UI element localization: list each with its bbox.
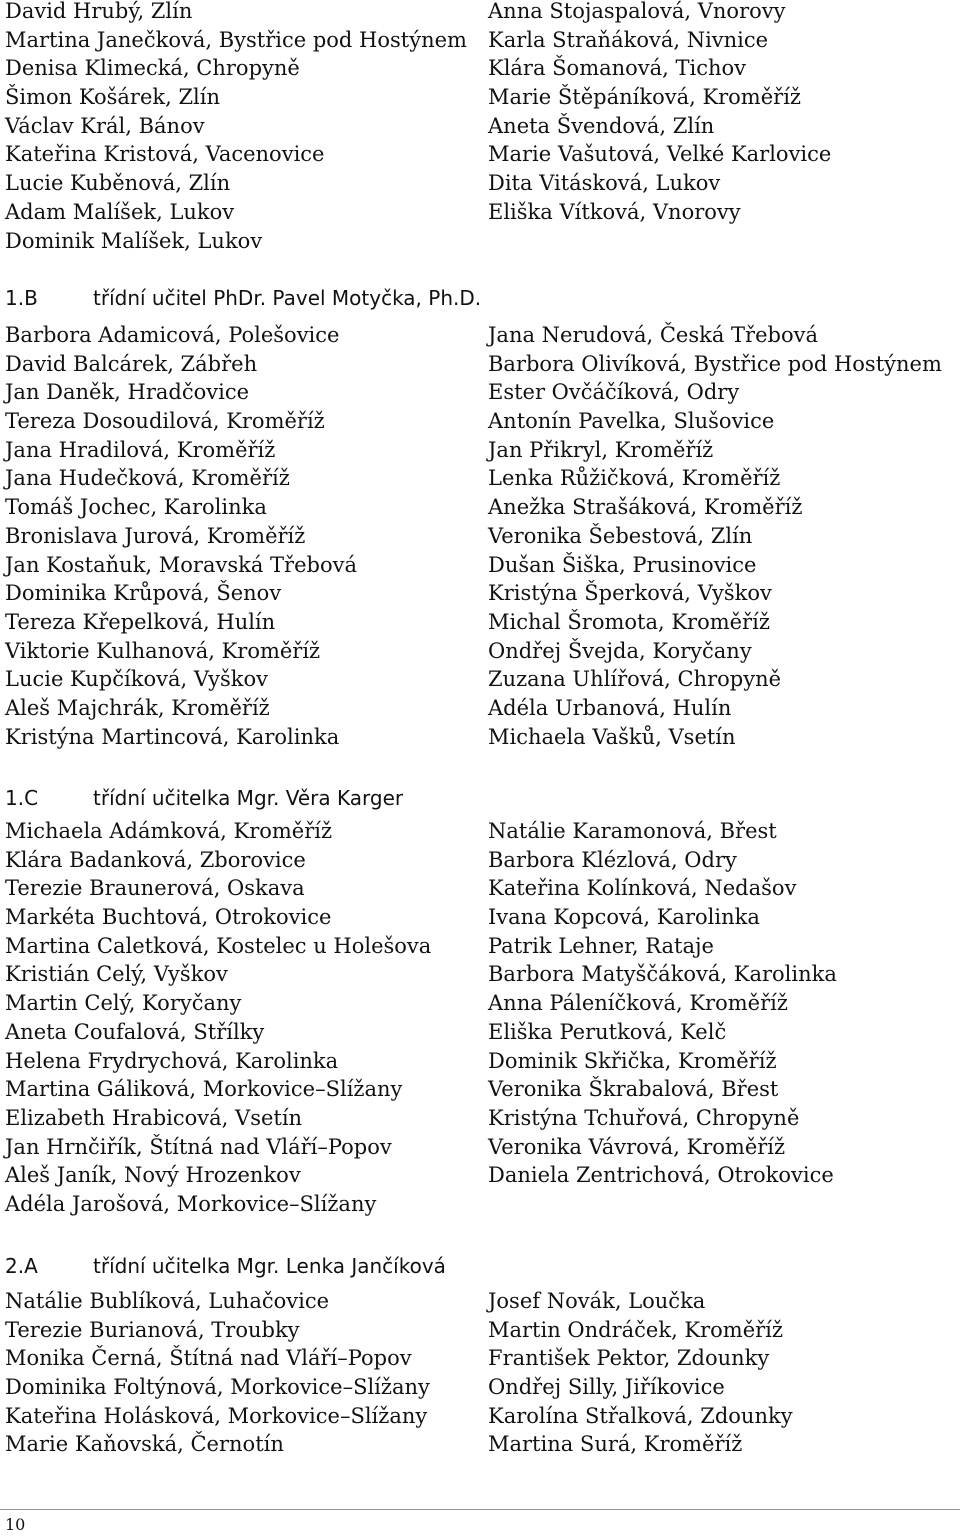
class-section-2a [0, 1251, 960, 1457]
class-name: 1.B [5, 286, 38, 310]
student-entry: Jan Hrnčiřík, Štítná nad Vláří–Popov [5, 1134, 392, 1159]
student-entry: Zuzana Uhlířová, Chropyně [488, 667, 782, 692]
students-left-column [5, 321, 475, 751]
student-entry: Anežka Strašáková, Kroměříž [488, 495, 803, 520]
student-entry: Barbora Klézlová, Odry [488, 847, 737, 872]
student-entry: Denisa Klimecká, Chropyně [5, 56, 300, 81]
class-name: 2.A [5, 1254, 38, 1278]
students-left-column [5, 1287, 475, 1459]
student-entry: Elizabeth Hrabicová, Vsetín [5, 1105, 303, 1130]
student-entry: Tereza Dosoudilová, Kroměříž [5, 409, 325, 434]
student-entry: David Balcárek, Zábřeh [5, 351, 258, 376]
student-entry: Kristýna Martincová, Karolinka [5, 724, 340, 749]
student-entry: Jan Přikryl, Kroměříž [488, 437, 714, 462]
student-entry: Barbora Olivíková, Bystřice pod Hostýnem [488, 351, 942, 376]
student-entry: Dita Vitásková, Lukov [488, 171, 721, 196]
student-entry: Klára Badanková, Zborovice [5, 847, 306, 872]
class-header [0, 283, 960, 313]
class-name: 1.C [5, 786, 39, 810]
student-entry: Terezie Burianová, Troubky [5, 1317, 300, 1342]
student-entry: Martina Gáliková, Morkovice–Slížany [5, 1077, 403, 1102]
student-entry: Kristýna Tchuřová, Chropyně [488, 1105, 800, 1130]
student-entry: Helena Frydrychová, Karolinka [5, 1048, 339, 1073]
student-entry: Jana Hudečková, Kroměříž [5, 466, 290, 491]
intro-right-column [488, 0, 958, 227]
student-entry: Dušan Šiška, Prusinovice [488, 552, 757, 577]
student-entry: Patrik Lehner, Rataje [488, 933, 714, 958]
student-entry: Josef Novák, Loučka [488, 1289, 706, 1313]
student-entry: Adam Malíšek, Lukov [5, 199, 235, 224]
student-entry: Ondřej Silly, Jiříkovice [488, 1375, 725, 1400]
student-entry: Martin Celý, Koryčany [5, 991, 242, 1016]
student-entry: Kateřina Holásková, Morkovice–Slížany [5, 1403, 428, 1428]
student-entry: Dominik Skřička, Kroměříž [488, 1048, 777, 1073]
student-entry: Jan Daněk, Hradčovice [5, 380, 250, 405]
student-entry: Viktorie Kulhanová, Kroměříž [5, 638, 321, 663]
student-entry: Lucie Kupčíková, Vyškov [5, 667, 269, 692]
class-teacher: třídní učitelka Mgr. Věra Karger [93, 786, 404, 810]
student-entry: Anna Stojaspalová, Vnorovy [488, 0, 786, 23]
student-entry: Veronika Vávrová, Kroměříž [488, 1134, 786, 1159]
student-entry: Michal Šromota, Kroměříž [488, 609, 770, 634]
student-entry: Jana Nerudová, Česká Třebová [488, 323, 818, 347]
student-entry: Martina Surá, Kroměříž [488, 1432, 743, 1457]
student-entry: Tereza Křepelková, Hulín [5, 609, 276, 634]
student-entry: David Hrubý, Zlín [5, 0, 193, 23]
class-section-1b [0, 283, 960, 749]
page-number: 10 [5, 1515, 26, 1534]
student-entry: Kristián Celý, Vyškov [5, 962, 228, 987]
footer-divider [0, 1509, 960, 1510]
student-entry: Adéla Urbanová, Hulín [488, 695, 732, 720]
student-entry: Aneta Coufalová, Střílky [5, 1019, 265, 1044]
student-entry: Aneta Švendová, Zlín [488, 113, 715, 138]
class-section-1c [0, 783, 960, 1216]
student-entry: Lenka Růžičková, Kroměříž [488, 466, 781, 491]
class-teacher: třídní učitelka Mgr. Lenka Jančíková [93, 1254, 446, 1278]
student-entry: Dominik Malíšek, Lukov [5, 228, 263, 253]
student-entry: Natálie Bublíková, Luhačovice [5, 1289, 330, 1313]
student-entry: Antonín Pavelka, Slušovice [488, 409, 775, 434]
student-entry: Marie Kaňovská, Černotín [5, 1432, 284, 1457]
students-right-column [488, 321, 958, 751]
student-entry: Terezie Braunerová, Oskava [5, 876, 305, 901]
student-entry: Michaela Adámková, Kroměříž [5, 819, 333, 843]
student-entry: Aleš Majchrák, Kroměříž [5, 695, 270, 720]
class-header [0, 783, 960, 813]
student-entry: Šimon Košárek, Zlín [5, 85, 221, 110]
student-entry: Markéta Buchtová, Otrokovice [5, 905, 332, 930]
student-entry: Lucie Kuběnová, Zlín [5, 171, 231, 196]
student-entry: Martina Janečková, Bystřice pod Hostýnem [5, 27, 467, 52]
student-entry: Marie Vašutová, Velké Karlovice [488, 142, 832, 167]
student-entry: Aleš Janík, Nový Hrozenkov [5, 1163, 301, 1188]
student-entry: Veronika Škrabalová, Břest [488, 1077, 779, 1102]
student-entry: Adéla Jarošová, Morkovice–Slížany [5, 1191, 377, 1216]
student-entry: Jana Hradilová, Kroměříž [5, 437, 276, 462]
student-entry: Marie Štěpáníková, Kroměříž [488, 85, 801, 110]
student-entry: Natálie Karamonová, Břest [488, 819, 777, 843]
class-header [0, 1251, 960, 1281]
students-right-column [488, 817, 958, 1190]
student-entry: Karla Straňáková, Nivnice [488, 27, 769, 52]
class-teacher: třídní učitel PhDr. Pavel Motyčka, Ph.D. [93, 286, 482, 310]
students-left-column [5, 817, 475, 1219]
student-entry: Kateřina Kolínková, Nedašov [488, 876, 797, 901]
student-entry: Anna Páleníčková, Kroměříž [488, 991, 788, 1016]
student-entry: Karolína Střalková, Zdounky [488, 1403, 793, 1428]
student-entry: Ester Ovčáčíková, Odry [488, 380, 740, 405]
student-entry: Martina Caletková, Kostelec u Holešova [5, 933, 432, 958]
student-entry: Monika Černá, Štítná nad Vláří–Popov [5, 1346, 412, 1371]
students-right-column [488, 1287, 958, 1459]
student-entry: Kateřina Kristová, Vacenovice [5, 142, 325, 167]
student-entry: Dominika Foltýnová, Morkovice–Slížany [5, 1375, 430, 1400]
intro-left-column [5, 0, 475, 255]
student-entry: Bronislava Jurová, Kroměříž [5, 523, 306, 548]
student-entry: Klára Šomanová, Tichov [488, 56, 747, 81]
student-entry: Daniela Zentrichová, Otrokovice [488, 1163, 834, 1188]
student-entry: Václav Král, Bánov [5, 113, 205, 138]
student-entry: Eliška Vítková, Vnorovy [488, 199, 741, 224]
student-entry: Martin Ondráček, Kroměříž [488, 1317, 783, 1342]
student-entry: Barbora Adamicová, Polešovice [5, 323, 340, 347]
student-entry: Dominika Krůpová, Šenov [5, 581, 282, 606]
student-entry: Veronika Šebestová, Zlín [488, 523, 753, 548]
student-entry: Barbora Matyščáková, Karolinka [488, 962, 837, 987]
student-entry: Tomáš Jochec, Karolinka [5, 495, 267, 520]
student-entry: Kristýna Šperková, Vyškov [488, 581, 772, 606]
student-entry: Jan Kostaňuk, Moravská Třebová [5, 552, 357, 577]
student-entry: Michaela Vašků, Vsetín [488, 724, 736, 749]
student-entry: Ondřej Švejda, Koryčany [488, 638, 752, 663]
student-entry: František Pektor, Zdounky [488, 1346, 770, 1371]
student-entry: Eliška Perutková, Kelč [488, 1019, 727, 1044]
student-entry: Ivana Kopcová, Karolinka [488, 905, 760, 930]
